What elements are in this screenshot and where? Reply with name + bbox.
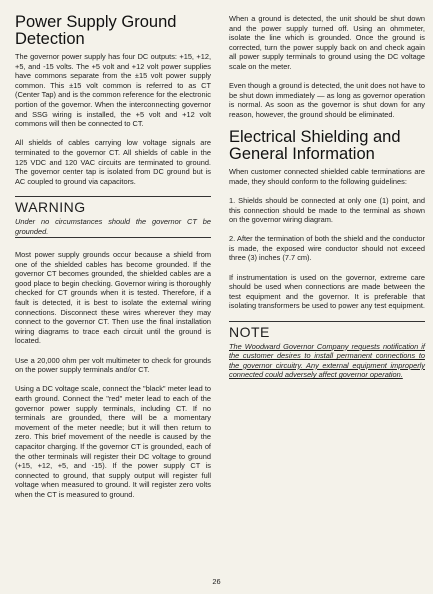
note-text: The Woodward Governor Company requests notification if the customer desires to install permanent connections to the governor circuitry. Any external equipment improperly connected could adversely affect governor operation. [229,341,425,380]
section-heading-power-supply: Power Supply Ground Detection [15,13,177,48]
paragraph: All shields of cables carrying low voltage signals are terminated to the governor CT. All shields of cable in the 125 VDC and 120 VAC circuits are terminated to ground. The governor center tap is isolated from DC ground but is AC coupled to ground via capacitors. [15,138,211,186]
paragraph: The governor power supply has four DC outputs: +15, +12, +5, and -15 volts. The +5 volt and +12 volt power supplies have commons separate from the ±15 volt power supply common. This ±15 volt common is referred to as CT (Center Tap) and is the common reference for the electronic portion of the governor. When the interconnecting governor and SSG wiring is installed, the +5 volt and +12 volt commons will then be connected to CT. [15,52,211,129]
paragraph: 2. After the termination of both the shield and the conductor is made, the exposed wire conductor should not exceed three (3) inches (7.7 cm). [229,234,425,263]
note-box [229,321,425,381]
paragraph: Even though a ground is detected, the unit does not have to be shut down immediately — as long as governor operation is normal. As soon as the governor is shut down for any reason, however, the ground should be eliminated. [229,81,425,119]
warning-title: WARNING [15,198,86,215]
paragraph: 1. Shields should be connected at only one (1) point, and this connection should be made to the terminal as shown on the governor wiring diagram. [229,195,425,225]
paragraph: Using a DC voltage scale, connect the "black" meter lead to earth ground. Connect the "red" meter lead to each of the governor power supply terminals, including CT. If no terminals are grounded, there will be a momentary movement of the meter needle; but it will then return to zero. This brief movement of the needle is caused by the capacitor charging. If the governor CT is grounded, each of the other terminals will register their DC voltage to ground (+15, +12, +5, and -15). If the power supply CT is connected to ground, that supply output will register full voltage when measured to ground. It will register zero volts when the CT is measured to ground. [15,384,211,499]
right-column [229,14,425,393]
paragraph: When customer connected shielded cable terminations are made, they should conform to the following guidelines: [229,167,425,186]
note-title: NOTE [229,323,270,340]
page-number: 26 [212,577,221,586]
paragraph: Most power supply grounds occur because a shield from one of the shielded cables has become grounded. If the governor CT becomes grounded, the shielded cables are a good place to begin checking. Governor wiring is thoroughly checked for CT grounds when it is tested. Therefore, if a fault is detected, it is best to isolate the external wiring connections. Disconnect these wires wherever they may connect to the governor CT. Then use the final installation wiring diagrams to trace each circuit until the ground is located. [15,250,211,346]
warning-box [15,196,211,238]
left-column [15,14,211,509]
paragraph: If instrumentation is used on the governor, extreme care should be used when connections are made between the test equipment and the governor. It is preferable that isolating transformers be used to power any test equipment. [229,272,425,311]
section-heading-shielding: Electrical Shielding and General Information [229,128,401,164]
paragraph: Use a 20,000 ohm per volt multimeter to check for grounds on the power supply terminals and/or CT. [15,355,211,375]
warning-text: Under no circumstances should the governor CT be grounded. [15,217,211,238]
paragraph: When a ground is detected, the unit should be shut down and the power supply turned off. Using an ohmmeter, isolate the line which is grounded. Once the ground is corrected, turn the power supply back on and check again all power supply terminals to ground using the DC voltage scale on the meter. [229,14,425,71]
